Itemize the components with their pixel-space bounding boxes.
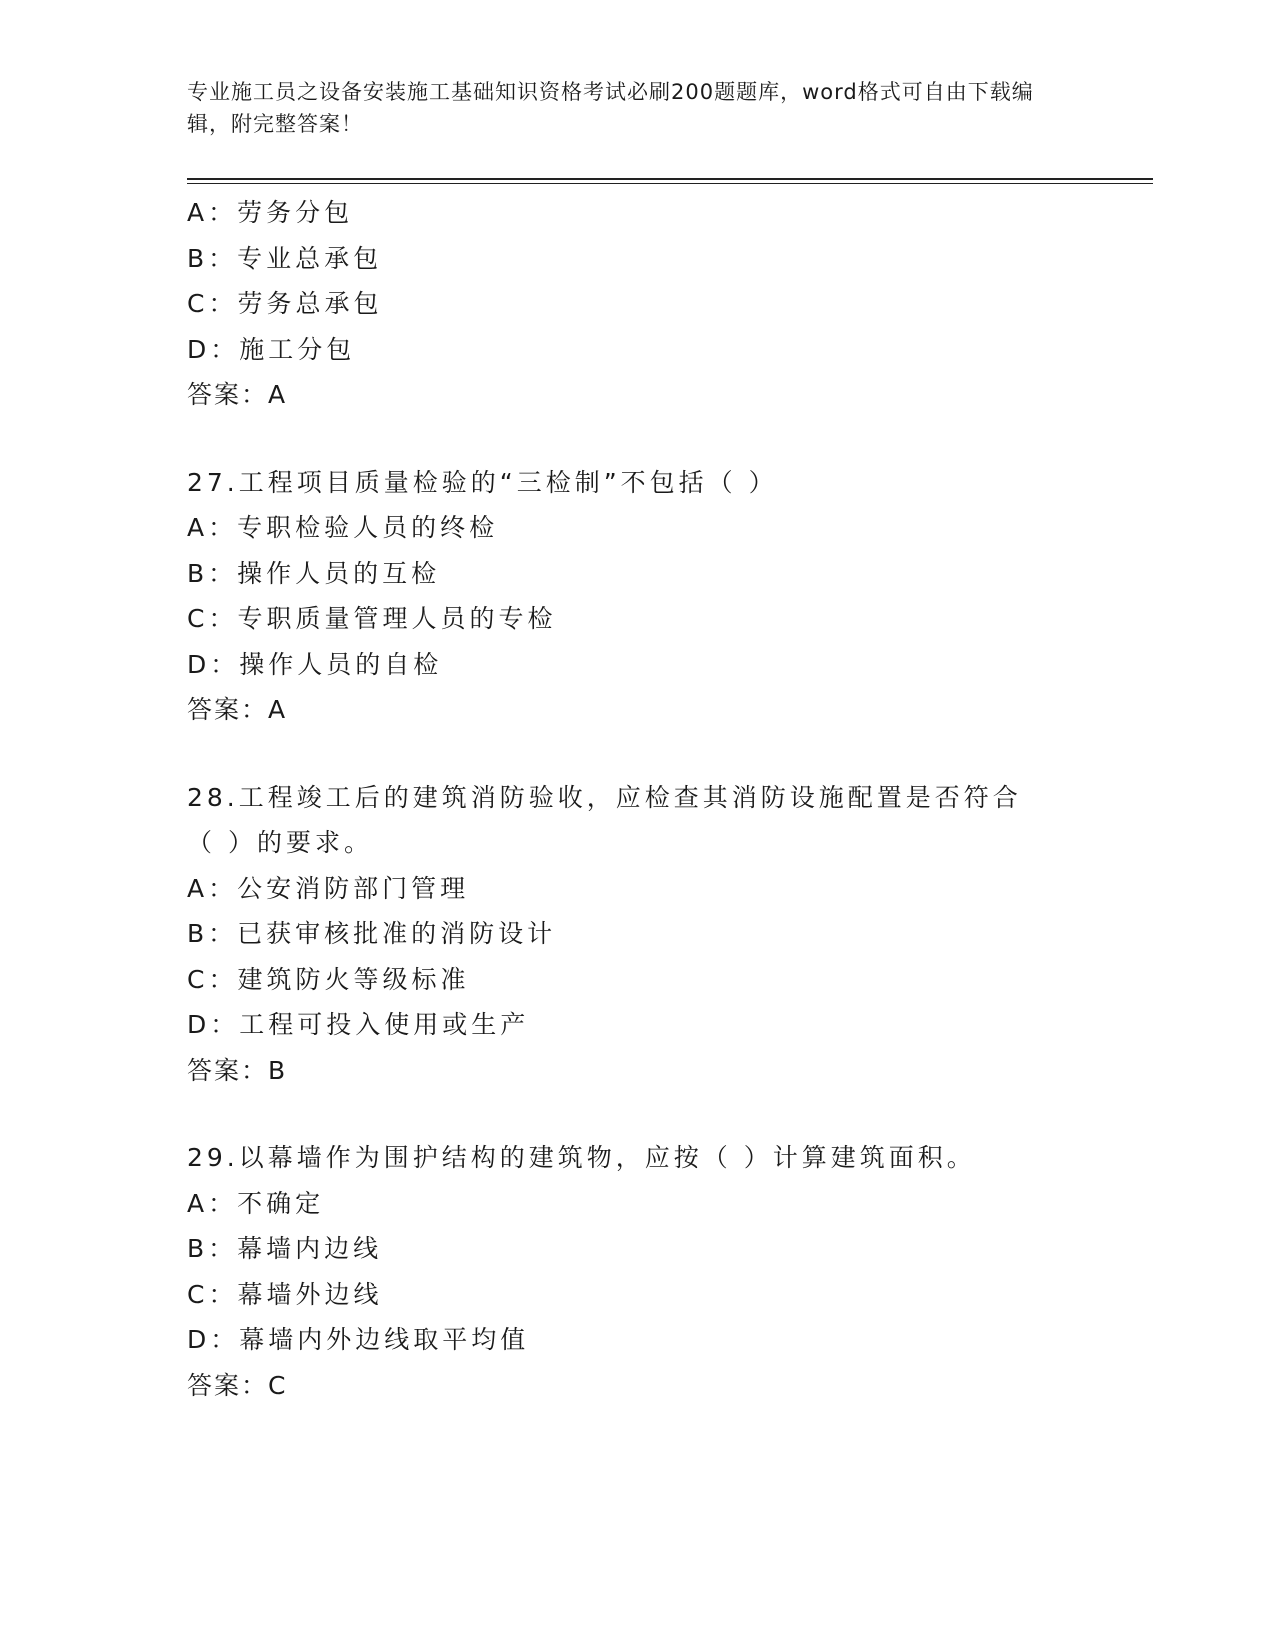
option-d: D：幕墙内外边线取平均值 xyxy=(187,1325,530,1354)
option-b: B：操作人员的互检 xyxy=(187,558,441,588)
question-text: 29.以幕墙作为围护结构的建筑物，应按（ ）计算建筑面积。 xyxy=(187,1143,976,1172)
option-a: A：不确定 xyxy=(187,1188,325,1218)
option-a: A：公安消防部门管理 xyxy=(187,873,470,903)
option-d: D：操作人员的自检 xyxy=(187,649,443,679)
option-a: A：专职检验人员的终检 xyxy=(187,513,499,542)
answer-line: 答案：A xyxy=(187,380,288,409)
answer-line: 答案：C xyxy=(187,1370,288,1400)
question-text: 27.工程项目质量检验的“三检制”不包括（ ） xyxy=(187,467,778,497)
option-d: D：工程可投入使用或生产 xyxy=(187,1010,530,1039)
option-b: B：专业总承包 xyxy=(187,243,383,273)
document-header: 专业施工员之设备安装施工基础知识资格考试必刷200题题库，word格式可自由下载编辑，附完整答案！ xyxy=(187,80,1034,136)
question-block-26 xyxy=(187,190,1087,418)
answer-line: 答案：B xyxy=(187,1055,288,1085)
question-block-29 xyxy=(187,1135,1087,1408)
question-block-27 xyxy=(187,460,1087,733)
answer-line: 答案：A xyxy=(187,695,288,724)
option-c: C：专职质量管理人员的专检 xyxy=(187,604,557,633)
option-b: B：已获审核批准的消防设计 xyxy=(187,919,557,948)
option-d: D：施工分包 xyxy=(187,334,356,364)
option-c: C：建筑防火等级标准 xyxy=(187,964,470,994)
option-c: C：幕墙外边线 xyxy=(187,1279,383,1309)
option-b: B：幕墙内边线 xyxy=(187,1234,383,1263)
option-c: C：劳务总承包 xyxy=(187,289,383,318)
question-list xyxy=(187,190,1087,1408)
question-text: 28.工程竣工后的建筑消防验收，应检查其消防设施配置是否符合（ ）的要求。 xyxy=(187,782,1022,857)
question-block-28 xyxy=(187,775,1087,1094)
option-a: A：劳务分包 xyxy=(187,198,354,227)
header-divider xyxy=(187,178,1153,184)
